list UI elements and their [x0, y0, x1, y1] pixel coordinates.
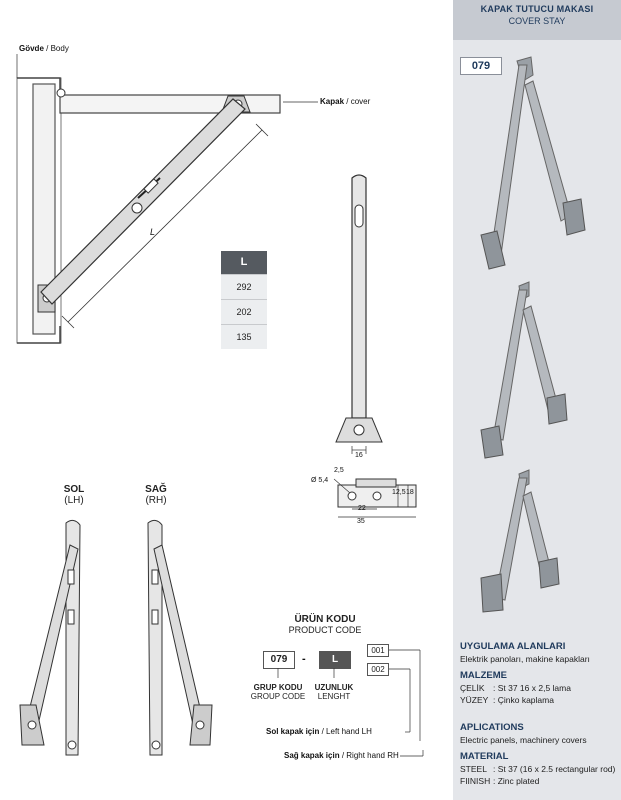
dim-25: 2,5 — [334, 467, 344, 474]
right-hand-label: SAĞ (RH) — [145, 484, 167, 506]
sidebar-title-tr: KAPAK TUTUCU MAKASI — [480, 4, 594, 14]
product-photo-2 — [461, 280, 611, 460]
length-row: 202 — [221, 300, 267, 325]
right-hand-code-note: Sağ kapak için / Right hand RH — [284, 751, 399, 760]
sidebar-header — [453, 0, 621, 40]
dim-18: 18 — [406, 489, 414, 496]
product-code-title — [270, 614, 380, 635]
material-steel-tr-label: ÇELİK — [460, 683, 485, 693]
sidebar — [453, 0, 621, 800]
dim-22: 22 — [358, 505, 366, 512]
right-hand-stay — [128, 515, 218, 785]
length-code-caption: UZUNLUK LENGHT — [314, 683, 354, 701]
material-steel-en-label: STEEL — [460, 764, 487, 774]
material-finish-en-value: : Zinc plated — [493, 776, 540, 786]
suffix-rh-box: 002 — [367, 663, 389, 676]
cover-label: Kapak / cover — [320, 97, 371, 106]
length-table-header: L — [221, 251, 267, 275]
product-code-title-en: PRODUCT CODE — [288, 625, 362, 635]
base-plate-drawing — [320, 465, 440, 535]
usage-title-en: APLICATIONS — [460, 722, 524, 733]
product-photo-1 — [461, 55, 611, 285]
material-title-en: MATERIAL — [460, 751, 509, 762]
code-dash: - — [302, 653, 306, 665]
length-row: 135 — [221, 325, 267, 350]
usage-title-tr: UYGULAMA ALANLARI — [460, 641, 566, 652]
material-surface-tr-label: YÜZEY — [460, 695, 489, 705]
length-code-box: L — [319, 651, 351, 669]
dim-diameter: Ø 5,4 — [311, 477, 329, 484]
suffix-lh-box: 001 — [367, 644, 389, 657]
material-finish-en-label: FIINISH — [460, 776, 491, 786]
group-code-box: 079 — [263, 651, 295, 669]
length-row: 292 — [221, 275, 267, 300]
material-title-tr: MALZEME — [460, 670, 507, 681]
product-code-title-tr: ÜRÜN KODU — [294, 614, 356, 625]
material-surface-tr-value: : Çinko kaplama — [493, 695, 554, 705]
left-hand-label: SOL (LH) — [63, 484, 85, 506]
sidebar-title-en: COVER STAY — [508, 16, 566, 26]
left-hand-code-note: Sol kapak için / Left hand LH — [266, 727, 372, 736]
body-label: Gövde / Body — [19, 44, 69, 53]
dim-16: 16 — [355, 452, 363, 459]
usage-text-en: Electric panels, machinery covers — [460, 735, 587, 745]
left-hand-stay — [18, 515, 108, 785]
product-photo-3 — [461, 470, 611, 630]
length-table — [221, 251, 267, 349]
material-steel-tr-value: : St 37 16 x 2,5 lama — [493, 683, 571, 693]
length-dim-label: L — [150, 227, 156, 237]
arm-side-view — [330, 170, 430, 460]
product-code-badge: 079 — [460, 57, 502, 75]
material-steel-en-value: : St 37 (16 x 2.5 rectangular rod) — [493, 764, 616, 774]
usage-text-tr: Elektrik panoları, makine kapakları — [460, 654, 590, 664]
group-code-caption: GRUP KODU GROUP CODE — [250, 683, 306, 701]
dim-35: 35 — [357, 518, 365, 525]
dim-125: 12,5 — [392, 489, 406, 496]
